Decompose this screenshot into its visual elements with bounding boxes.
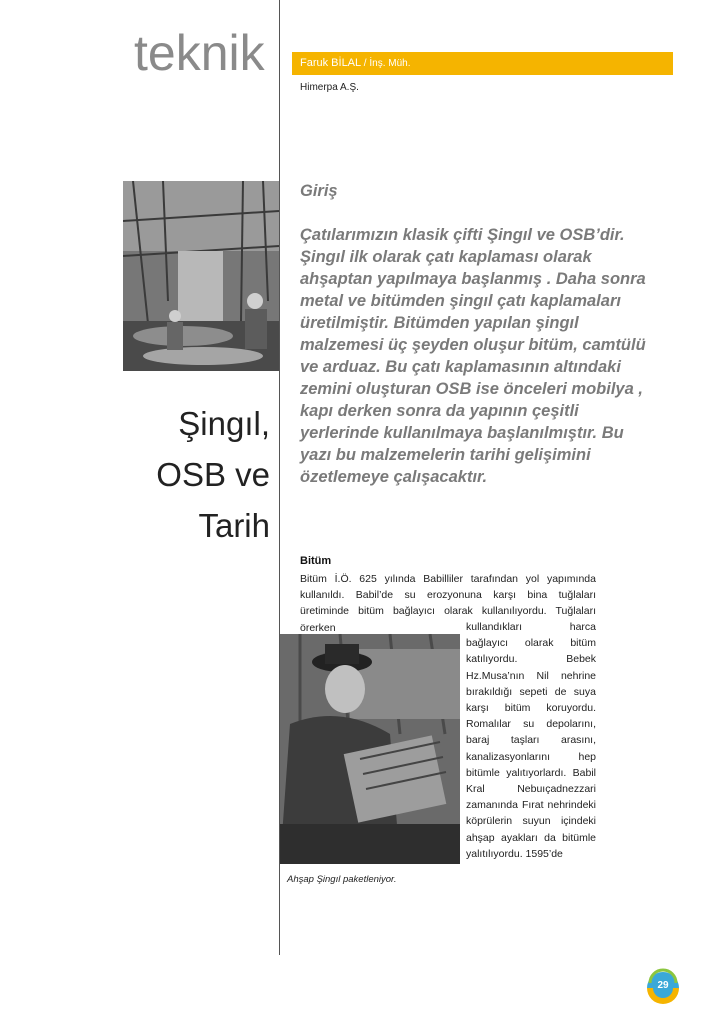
company-name: Himerpa A.Ş. [300, 82, 359, 93]
photo-caption: Ahşap Şingıl paketleniyor. [287, 874, 397, 885]
body-text-narrow: kullandıkları harca bağlayıcı olarak bitüm katılıyordu. Bebek Hz.Musa’nın Nil nehrine bırakıldığı sepeti de suya karşı bitüm koruyordu. Romalılar su depolarını, baraj taşları arasını, kanalizasyonlarını hep bitümle yalıtıyorlardı. Babil Kral Nebuıçadnezzari zamanında Fırat nehrindeki köprülerin suyun içindeki ahşap ayakları da bitümle yalıtılıyordu. 1595’de [466, 621, 596, 860]
title-line-2: OSB ve [156, 456, 270, 493]
intro-block [300, 180, 650, 488]
author-bar [292, 52, 673, 75]
body-text-wide: Bitüm İ.Ö. 625 yılında Babilliler tarafından yol yapımında kullanıldı. Babil’de su erozyonuna karşı bina tuğlaları üretiminde bitüm bağlayıcı olarak kullanılıyordu. Tuğlaları örerken [300, 573, 596, 634]
factory-photo-image [123, 181, 279, 371]
page-number: 29 [657, 980, 669, 991]
title-line-1: Şingıl, [178, 405, 270, 442]
title-line-3: Tarih [198, 507, 270, 544]
article-title [156, 398, 270, 551]
section-subheading: Bitüm [300, 555, 332, 567]
section-title: teknik [134, 25, 265, 81]
intro-paragraph: Çatılarımızın klasik çifti Şingıl ve OSB’dir. Şingıl ilk olarak çatı kaplaması olarak ahşaptan yapılmaya başlanmış . Daha sonra metal ve bitümden şingıl çatı kaplamaları üretilmiştir. Bitümden yapılan şingıl malzemesi üç şeyden oluşur bitüm, camtülü ve arduaz. Bu çatı kaplamasının altındaki zemini oluşturan OSB ise önceleri mobilya , kapı derken sonra da yapının çeşitli yerlerinde kullanılmaya başlanılmıştır. Bu yazı bu malzemelerin tarihi gelişimini özetlemeye çalışacaktır. [300, 226, 646, 486]
factory-photo [123, 181, 279, 371]
worker-photo-image [280, 634, 460, 864]
worker-photo [280, 634, 460, 864]
author-name: Faruk BİLAL [300, 57, 361, 69]
author-title: / İnş. Müh. [363, 58, 411, 69]
intro-heading: Giriş [300, 182, 338, 200]
